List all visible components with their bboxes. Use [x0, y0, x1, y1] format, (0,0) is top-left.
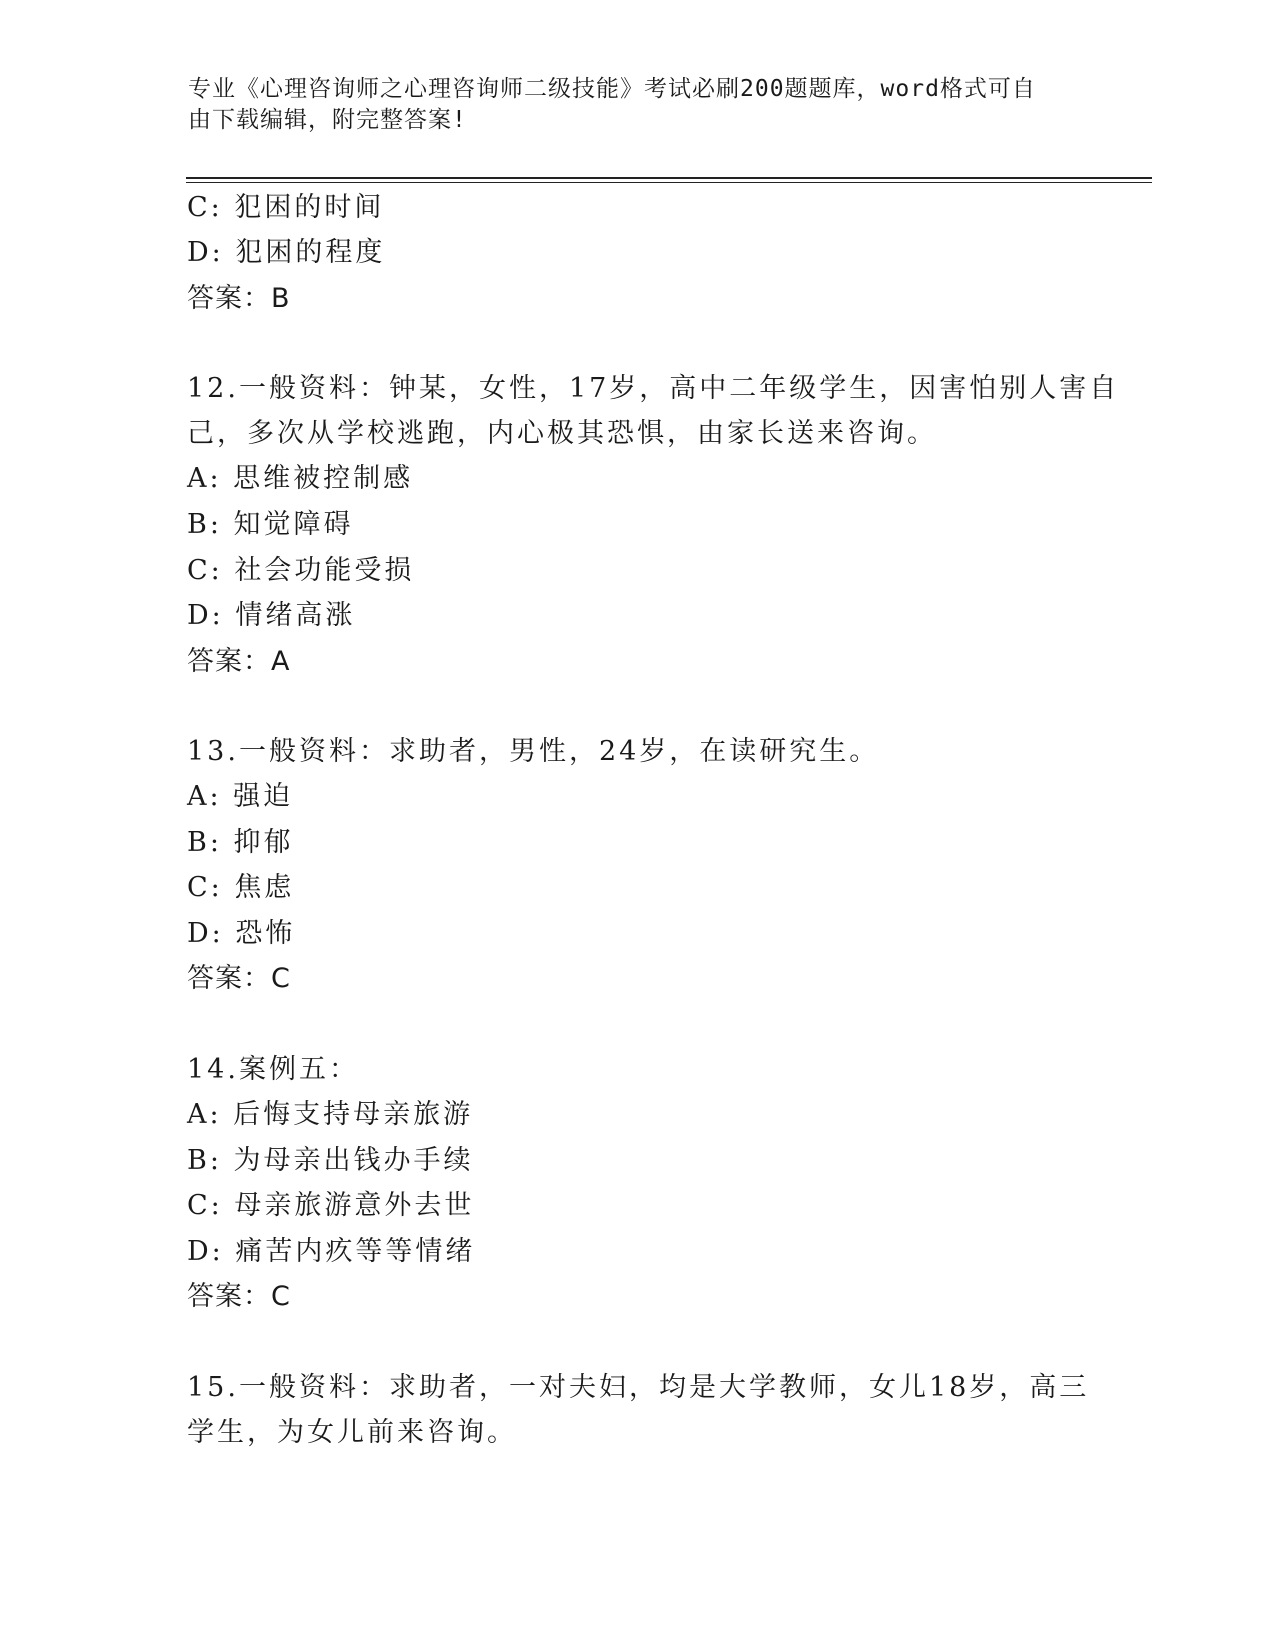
q13-option-a: A: 强迫	[187, 781, 294, 812]
q13-option-c: C: 焦虑	[187, 872, 295, 903]
q11-option-d: D: 犯困的程度	[187, 237, 386, 268]
q15-question-line-1: 15.一般资料：求助者，一对夫妇，均是大学教师，女儿18岁，高三	[187, 1372, 1090, 1403]
q14-answer: 答案：C	[187, 1281, 291, 1312]
q14-option-d: D: 痛苦内疚等等情绪	[187, 1236, 476, 1267]
q12-answer: 答案：A	[187, 646, 291, 677]
q13-option-d: D: 恐怖	[187, 918, 296, 949]
header-divider-thick	[186, 177, 1152, 179]
q14-option-b: B: 为母亲出钱办手续	[187, 1145, 474, 1176]
q12-question-line-2: 己，多次从学校逃跑，内心极其恐惧，由家长送来咨询。	[187, 418, 937, 449]
q14-option-a: A: 后悔支持母亲旅游	[187, 1099, 474, 1130]
q12-question-line-1: 12.一般资料：钟某，女性，17岁，高中二年级学生，因害怕别人害自	[187, 373, 1120, 404]
q13-answer: 答案：C	[187, 963, 291, 994]
q12-option-b: B: 知觉障碍	[187, 509, 354, 540]
q15-question-line-2: 学生，为女儿前来咨询。	[187, 1417, 517, 1448]
q13-option-b: B: 抑郁	[187, 827, 294, 858]
q11-answer: 答案：B	[187, 283, 291, 314]
q14-option-c: C: 母亲旅游意外去世	[187, 1190, 475, 1221]
q12-option-c: C: 社会功能受损	[187, 555, 415, 586]
q12-option-d: D: 情绪高涨	[187, 600, 356, 631]
q14-question-line-1: 14.案例五：	[187, 1054, 359, 1085]
q13-question-line-1: 13.一般资料：求助者，男性，24岁，在读研究生。	[187, 736, 880, 767]
document-header	[188, 74, 1088, 136]
q11-option-c: C: 犯困的时间	[187, 192, 385, 223]
header-line-1: 专业《心理咨询师之心理咨询师二级技能》考试必刷200题题库，word格式可自	[188, 76, 1036, 102]
q12-option-a: A: 思维被控制感	[187, 463, 414, 494]
header-line-2: 由下载编辑，附完整答案!	[188, 107, 467, 133]
header-divider-thin	[186, 182, 1152, 183]
